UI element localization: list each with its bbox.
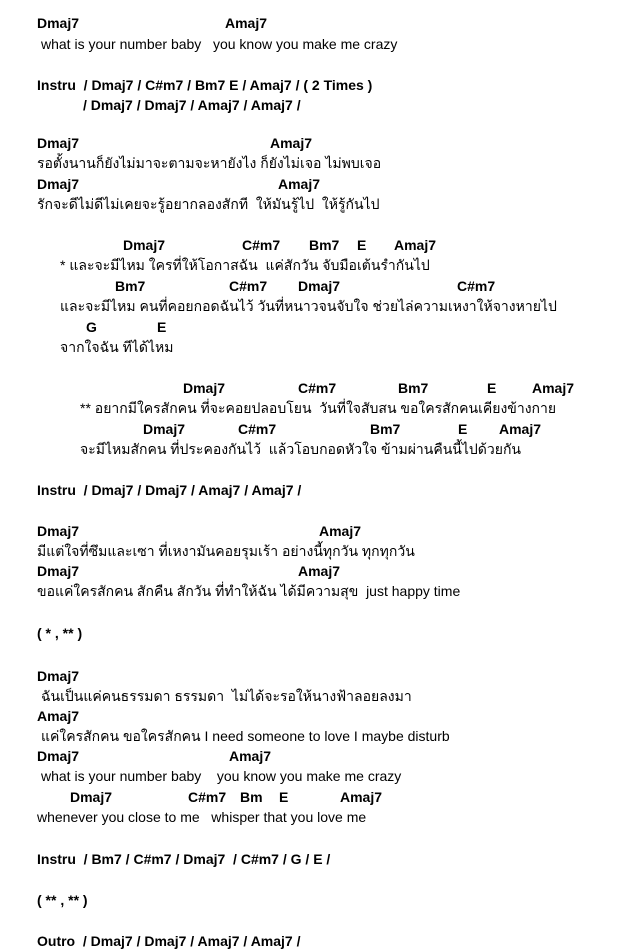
lyric-line: แค่ใครสักคน ขอใครสักคน I need someone to love I maybe disturb xyxy=(41,728,450,744)
section-line: ( * , ** ) xyxy=(37,625,83,641)
chord: C#m7 xyxy=(457,278,496,294)
chord: Amaj7 xyxy=(278,176,321,192)
chord: C#m7 xyxy=(238,421,277,437)
chord: Dmaj7 xyxy=(298,278,341,294)
lyric-line: ฉันเป็นแค่คนธรรมดา ธรรมดา ไม่ได้จะรอให้นางฟ้าลอยลงมา xyxy=(41,688,412,704)
chord: E xyxy=(357,237,367,253)
lyric-line: รอตั้งนานก็ยังไม่มาจะตามจะหายังไง ก็ยังไม่เจอ ไม่พบเจอ xyxy=(37,155,382,171)
chord: Amaj7 xyxy=(340,789,383,805)
lyric-line: what is your number baby you know you make me crazy xyxy=(41,36,398,52)
chord: Dmaj7 xyxy=(183,380,226,396)
chord: Dmaj7 xyxy=(37,563,80,579)
chord: Dmaj7 xyxy=(70,789,113,805)
chord: E xyxy=(279,789,289,805)
chord: Amaj7 xyxy=(319,523,362,539)
lyric-line: มีแต่ใจที่ซึมและเซา ที่เหงามันคอยรุมเร้า อย่างนี้ทุกวัน ทุกทุกวัน xyxy=(37,543,415,559)
lyric-line: ** อยากมีใครสักคน ที่จะคอยปลอบโยน วันที่ใจสับสน ขอใครสักคนเคียงข้างกาย xyxy=(80,400,557,416)
chord: Bm7 xyxy=(398,380,429,396)
lyric-line: whenever you close to me whisper that you love me xyxy=(37,809,367,825)
chord: Amaj7 xyxy=(394,237,437,253)
chord: Bm xyxy=(240,789,263,805)
section-line: Instru / Dmaj7 / C#m7 / Bm7 E / Amaj7 / ( 2 Times ) xyxy=(37,77,373,93)
chord: Dmaj7 xyxy=(37,135,80,151)
chord: Amaj7 xyxy=(229,748,272,764)
chord: E xyxy=(487,380,497,396)
lyric-line: รักจะดีไม่ดีไม่เคยจะรู้อยากลองสักที ให้มันรู้ไป ให้รู้กันไป xyxy=(37,196,380,212)
section-line: Instru / Dmaj7 / Dmaj7 / Amaj7 / Amaj7 / xyxy=(37,482,302,498)
section-line: / Dmaj7 / Dmaj7 / Amaj7 / Amaj7 / xyxy=(83,97,301,113)
chord: Dmaj7 xyxy=(37,176,80,192)
lyric-line: และจะมีไหม คนที่คอยกอดฉันไว้ วันที่หนาวจนจับใจ ช่วยไล่ความเหงาให้จางหายไป xyxy=(60,298,557,314)
chord: Bm7 xyxy=(370,421,401,437)
chord: G xyxy=(86,319,97,335)
chord: Dmaj7 xyxy=(37,523,80,539)
chord: C#m7 xyxy=(188,789,227,805)
chord: Bm7 xyxy=(309,237,340,253)
lyric-line: จากใจฉัน ทีได้ไหม xyxy=(60,339,174,355)
chord: C#m7 xyxy=(242,237,281,253)
chord: Bm7 xyxy=(115,278,146,294)
lyric-line: จะมีไหมสักคน ที่ประคองกันไว้ แล้วโอบกอดหัวใจ ข้ามผ่านคืนนี้ไปด้วยกัน xyxy=(80,441,521,457)
chord: Amaj7 xyxy=(499,421,542,437)
chord: Dmaj7 xyxy=(37,668,80,684)
lyric-line: * และจะมีไหม ใครที่ให้โอกาสฉัน แค่สักวัน จับมือเต้นรำกันไป xyxy=(60,257,430,273)
chord: Amaj7 xyxy=(225,15,268,31)
chord: E xyxy=(157,319,167,335)
chord: Amaj7 xyxy=(532,380,575,396)
chord: Amaj7 xyxy=(270,135,313,151)
chord: Dmaj7 xyxy=(37,15,80,31)
chord: E xyxy=(458,421,468,437)
section-line: Outro / Dmaj7 / Dmaj7 / Amaj7 / Amaj7 / xyxy=(37,933,301,949)
chord: Dmaj7 xyxy=(143,421,186,437)
chord: C#m7 xyxy=(298,380,337,396)
lyric-line: what is your number baby you know you make me crazy xyxy=(41,768,402,784)
section-line: ( ** , ** ) xyxy=(37,892,88,908)
chord: C#m7 xyxy=(229,278,268,294)
chord: Amaj7 xyxy=(37,708,80,724)
chord: Dmaj7 xyxy=(123,237,166,253)
section-line: Instru / Bm7 / C#m7 / Dmaj7 / C#m7 / G / E / xyxy=(37,851,331,867)
chord: Amaj7 xyxy=(298,563,341,579)
lyric-line: ขอแค่ใครสักคน สักคืน สักวัน ที่ทำให้ฉัน ได้มีความสุข just happy time xyxy=(37,583,461,599)
chord: Dmaj7 xyxy=(37,748,80,764)
